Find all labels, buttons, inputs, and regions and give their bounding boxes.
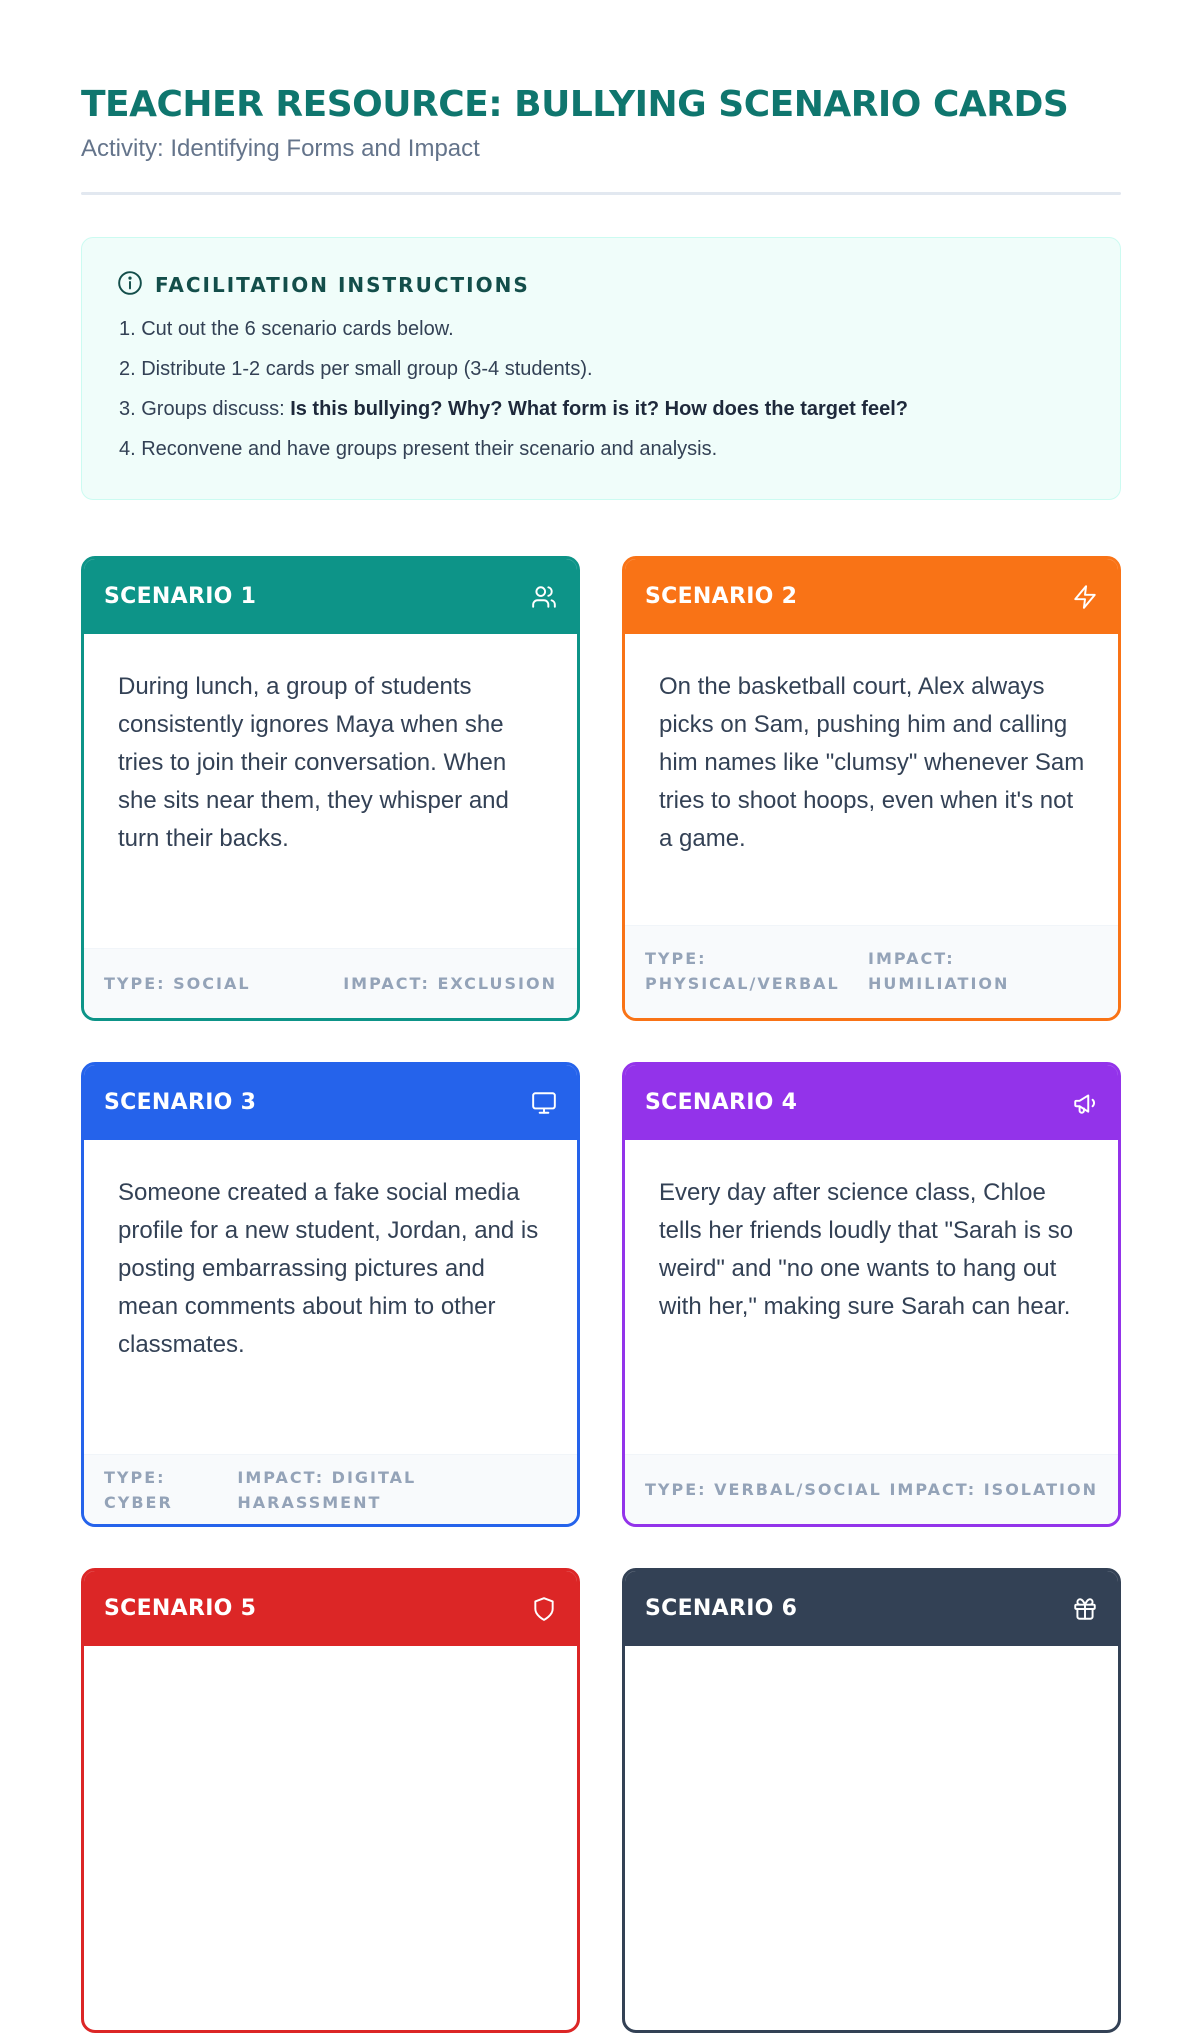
instruction-step-text: 3. Groups discuss: — [119, 398, 291, 420]
scenario-title: SCENARIO 4 — [645, 1090, 798, 1115]
monitor-icon — [531, 1090, 557, 1116]
scenario-impact: IMPACT: ISOLATION — [889, 1480, 1098, 1499]
scenario-title: SCENARIO 3 — [104, 1090, 257, 1115]
gift-icon — [1072, 1596, 1098, 1622]
scenario-card-header — [625, 1065, 1118, 1140]
shield-icon — [531, 1596, 557, 1622]
lightning-icon — [1072, 584, 1098, 610]
scenario-impact: IMPACT: DIGITAL HARASSMENT — [237, 1467, 417, 1512]
scenario-footer — [84, 1454, 577, 1524]
users-icon — [531, 584, 557, 610]
scenario-type: TYPE: VERBAL/SOCIAL — [645, 1480, 882, 1499]
instructions-header — [117, 270, 530, 300]
instruction-step: 2. Distribute 1-2 cards per small group (3-4 students). — [119, 358, 593, 380]
info-icon — [117, 270, 143, 301]
scenario-card-header — [625, 559, 1118, 634]
instruction-step: 4. Reconvene and have groups present their scenario and analysis. — [119, 438, 718, 460]
scenario-type: TYPE: CYBER — [104, 1467, 173, 1512]
page-subtitle: Activity: Identifying Forms and Impact — [81, 135, 480, 162]
scenario-text: Someone created a fake social media profile for a new student, Jordan, and is posting embarrassing pictures and mean comments about him to other classmates. — [118, 1179, 539, 1358]
scenario-title: SCENARIO 5 — [104, 1596, 257, 1621]
scenario-card-header — [625, 1571, 1118, 1646]
instruction-step — [119, 397, 908, 437]
scenario-card-header — [84, 559, 577, 634]
scenario-footer — [625, 1454, 1118, 1524]
scenario-type: TYPE: PHYSICAL/VERBAL — [645, 949, 840, 993]
scenario-card-header — [84, 1571, 577, 1646]
scenario-card — [622, 556, 1121, 1021]
scenario-card-header — [84, 1065, 577, 1140]
scenario-footer — [625, 925, 1118, 1018]
scenario-card — [622, 1568, 1121, 2033]
page-title: TEACHER RESOURCE: BULLYING SCENARIO CARDS — [81, 84, 1069, 125]
scenario-impact: IMPACT: EXCLUSION — [343, 974, 557, 993]
scenario-footer — [84, 948, 577, 1018]
scenario-card — [622, 1062, 1121, 1527]
scenario-title: SCENARIO 1 — [104, 584, 257, 609]
scenario-title: SCENARIO 2 — [645, 584, 798, 609]
megaphone-icon — [1072, 1090, 1098, 1116]
scenario-text: Every day after science class, Chloe tells her friends loudly that "Sarah is so weird" and "no one wants to hang out with her," making sure Sarah can hear. — [659, 1179, 1074, 1320]
instruction-step: 1. Cut out the 6 scenario cards below. — [119, 318, 454, 340]
scenario-text: On the basketball court, Alex always picks on Sam, pushing him and calling him names like "clumsy" whenever Sam tries to shoot hoops, even when it's not a game. — [659, 673, 1085, 852]
scenario-type: TYPE: SOCIAL — [104, 974, 251, 993]
instructions-list — [119, 317, 908, 477]
facilitation-instructions-box — [81, 237, 1121, 500]
scenario-card — [81, 556, 580, 1021]
instruction-step-bold: Is this bullying? Why? What form is it? How does the target feel? — [290, 398, 908, 420]
scenario-card — [81, 1062, 580, 1527]
header-divider — [81, 192, 1121, 195]
scenario-card — [81, 1568, 580, 2033]
scenario-text: During lunch, a group of students consistently ignores Maya when she tries to join their conversation. When she sits near them, they whisper and turn their backs. — [118, 673, 509, 852]
scenario-title: SCENARIO 6 — [645, 1596, 798, 1621]
scenario-impact: IMPACT: HUMILIATION — [868, 949, 1010, 993]
instructions-title: FACILITATION INSTRUCTIONS — [155, 273, 530, 297]
